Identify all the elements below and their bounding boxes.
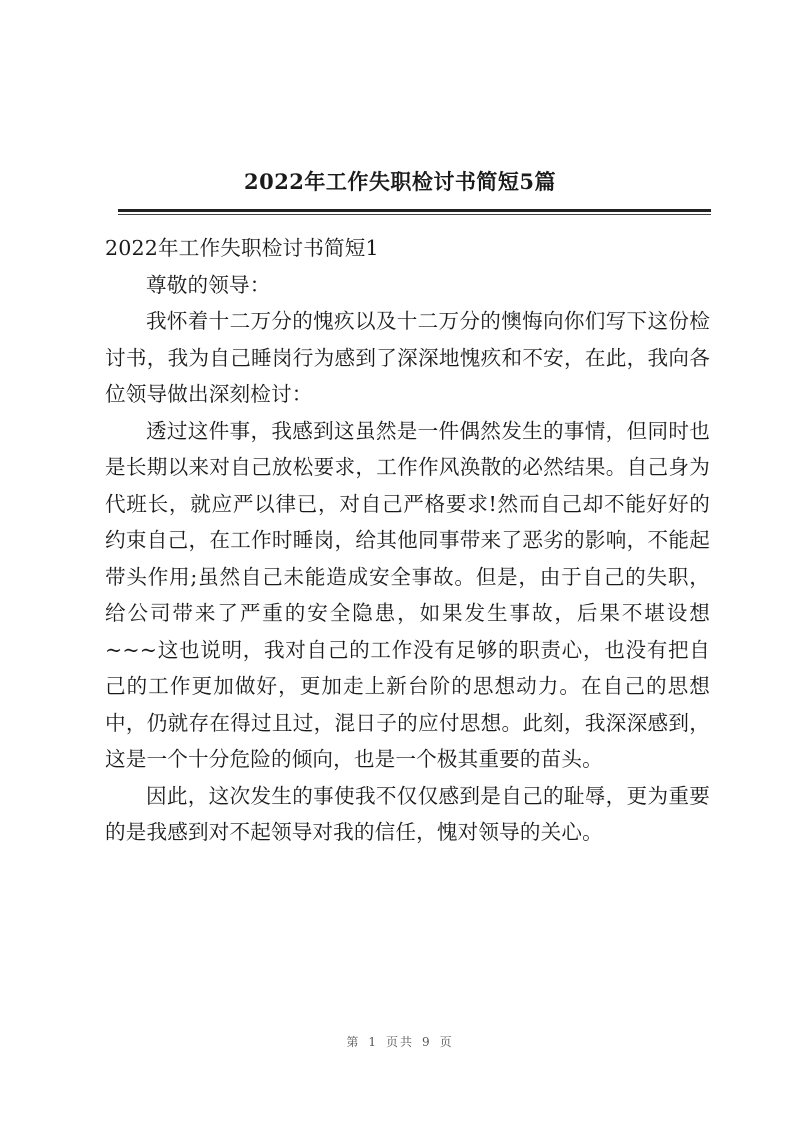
page-footer [0, 1033, 800, 1050]
paragraph: 透过这件事，我感到这虽然是一件偶然发生的事情，但同时也是长期以来对自己放松要求，工作作风涣散的必然结果。自己身为代班长，就应严以律已，对自己严格要求!然而自己却不能好好的约束自己，在工作时睡岗，给其他同事带来了恶劣的影响，不能起带头作用;虽然自己未能造成安全事故。但是，由于自己的失职，给公司带来了严重的安全隐患，如果发生事故，后果不堪设想~~~这也说明，我对自己的工作没有足够的职责心，也没有把自己的工作更加做好，更加走上新台阶的思想动力。在自己的思想中，仍就存在得过且过，混日子的应付思想。此刻，我深深感到，这是一个十分危险的倾向，也是一个极其重要的苗头。 [105, 418, 710, 771]
salutation: 尊敬的领导： [146, 272, 271, 297]
total-page-count: 9 [422, 1035, 432, 1049]
document-body [105, 230, 710, 851]
page-prefix: 第 [346, 1035, 361, 1049]
paragraph: 我怀着十二万分的愧疚以及十二万分的懊悔向你们写下这份检讨书，我为自己睡岗行为感到了深深地愧疚和不安，在此，我向各位领导做出深刻检讨： [105, 309, 710, 406]
paragraph: 因此，这次发生的事使我不仅仅感到是自己的耻辱，更为重要的是我感到对不起领导对我的信任，愧对领导的关心。 [105, 783, 710, 844]
title-divider-thin [118, 214, 711, 215]
document-title: 2022年工作失职检讨书简短5篇 [243, 169, 557, 194]
title-divider-thick [118, 209, 711, 212]
current-page-number: 1 [368, 1035, 378, 1049]
page-middle: 页共 [385, 1035, 414, 1049]
section-heading: 2022年工作失职检讨书简短1 [105, 236, 379, 260]
page-suffix: 页 [439, 1035, 454, 1049]
